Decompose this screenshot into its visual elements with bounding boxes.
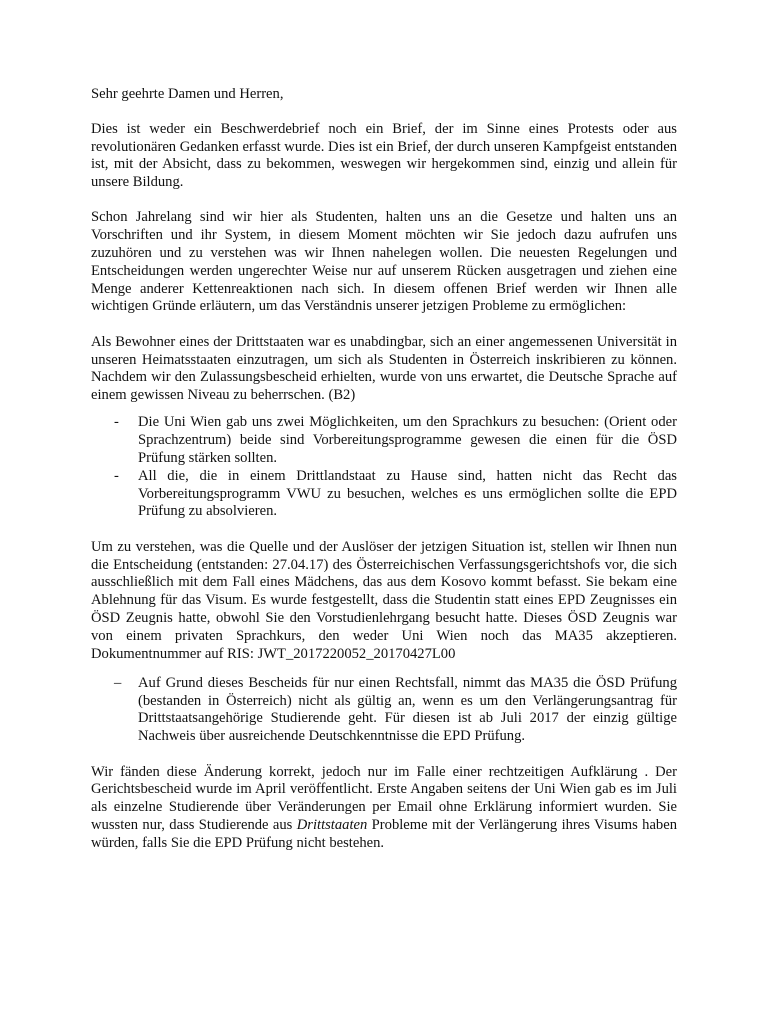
- paragraph-residents: Als Bewohner eines der Drittstaaten war es unabdingbar, sich an einer angemessenen Universität in unseren Heimatsstaaten einzutragen, um sich als Studenten in Österreich inskribieren zu können. Nachdem wir den Zulassungsbescheid erhielten, wurde von uns erwartet, die Deutsche Sprache auf einem gewissen Niveau zu beherrschen. (B2): [91, 333, 677, 404]
- bullet-list-consequence: [91, 675, 677, 746]
- dash-bullet: -: [114, 467, 119, 484]
- paragraph-students: Schon Jahrelang sind wir hier als Studenten, halten uns an die Gesetze und halten uns an Vorschriften und ihr System, in diesem Moment möchten wir Sie jedoch dazu aufrufen uns zuzuhören und zu verstehen was wir Ihnen nahelegen wollen. Die neuesten Regelungen und Entscheidungen werden ungerechter Weise nur auf unserem Rücken ausgetragen und ziehen eine Menge anderer Kettenreaktionen nach sich. In diesem offenen Brief werden wir Ihnen alle wichtigen Gründe erläutern, um das Verständnis unserer jetzigen Probleme zu ermöglichen:: [91, 209, 677, 315]
- dash-bullet: –: [114, 674, 122, 691]
- paragraph-closing-end: Probleme mit der Verlängerung ihres Visums haben würden, falls Sie die EPD Prüfung nicht bestehen.: [91, 816, 677, 851]
- emphasis-drittstaaten: Drittstaaten: [296, 816, 368, 833]
- list-item: [91, 468, 677, 521]
- paragraph-closing-text: Wir fänden diese Änderung korrekt, jedoch nur im Falle einer rechtzeitigen Aufklärung . Der Gerichtsbescheid wurde im April veröffentlicht. Erste Angaben seitens der Uni Wien gab es im Juli als einzelne Studierende über Veränderungen per Email ohne Erklärung informiert wurden. Sie wussten nur, dass Studierende aus: [91, 763, 677, 833]
- list-item-text: Die Uni Wien gab uns zwei Möglichkeiten, um den Sprachkurs zu besuchen: (Orient oder Sprachzentrum) beide sind Vorbereitungsprogramme gewesen die einen für die ÖSD Prüfung stärken sollten.: [138, 414, 677, 467]
- paragraph-closing: [91, 764, 677, 853]
- list-item-text: All die, die in einem Drittlandstaat zu Hause sind, hatten nicht das Recht das Vorbereitungsprogramm VWU zu besuchen, welches es uns ermöglichen sollte die EPD Prüfung zu absolvieren.: [138, 467, 677, 520]
- list-item: [91, 414, 677, 467]
- dash-bullet: -: [114, 414, 119, 431]
- salutation: Sehr geehrte Damen und Herren,: [91, 86, 284, 102]
- list-item-text: Auf Grund dieses Bescheids für nur einen Rechtsfall, nimmt das MA35 die ÖSD Prüfung (bestanden in Österreich) nicht als gültig an, wenn es um den Verlängerungsantrag für Drittstaatsangehörige Studierende geht. Für diesen ist ab Juli 2017 der einzig gültige Nachweis über ausreichende Deutschkenntnisse die EPD Prüfung.: [138, 674, 677, 745]
- letter-page: [91, 86, 677, 870]
- paragraph-decision: Um zu verstehen, was die Quelle und der Auslöser der jetzigen Situation ist, stellen wir Ihnen nun die Entscheidung (entstanden: 27.04.17) des Österreichischen Verfassungsgerichtshofs vor, die sich ausschließlich mit dem Fall eines Mädchens, das aus dem Kosovo kommt befasst. Sie bekam eine Ablehnung für das Visum. Es wurde festgestellt, dass die Studentin statt eines EPD Zeugnisses ein ÖSD Zeugnis hatte, obwohl Sie den Vorstudienlehrgang besucht hatte. Dieses ÖSD Zeugnis war von einem privaten Sprachkurs, den weder Uni Wien noch das MA35 akzeptieren. Dokumentnummer auf RIS: JWT_2017220052_20170427L00: [91, 538, 677, 662]
- bullet-list-options: [91, 414, 677, 521]
- paragraph-intro: Dies ist weder ein Beschwerdebrief noch ein Brief, der im Sinne eines Protests oder aus revolutionären Gedanken erfasst wurde. Dies ist ein Brief, der durch unseren Kampfgeist entstanden ist, mit der Absicht, dass zu bekommen, weswegen wir hergekommen sind, einzig und allein für unsere Bildung.: [91, 120, 677, 191]
- list-item: [91, 675, 677, 746]
